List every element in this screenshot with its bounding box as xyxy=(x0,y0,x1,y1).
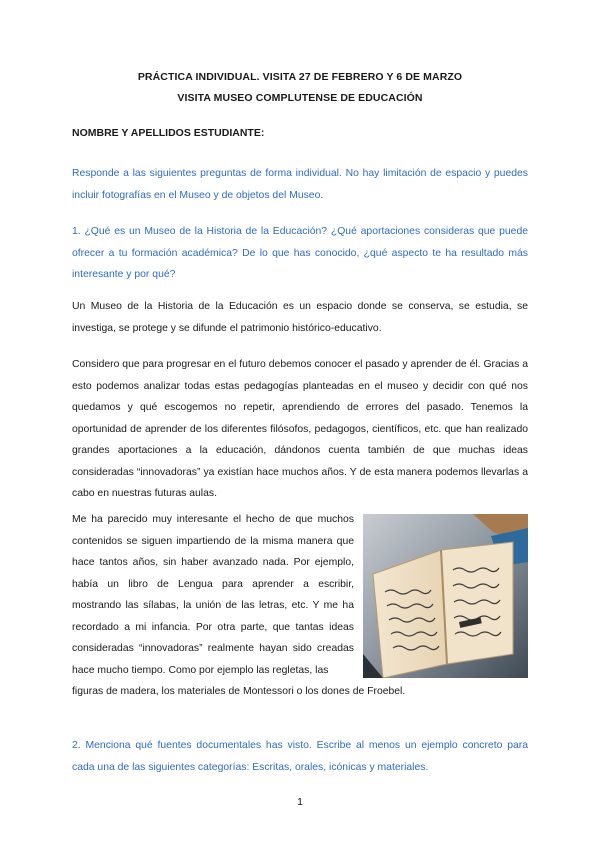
question-2: 2. Menciona qué fuentes documentales has visto. Escribe al menos un ejemplo concreto para cada una de las siguientes categorías: Escritas, orales, icónicas y materiales. xyxy=(72,740,528,773)
page-number: 1 xyxy=(297,796,303,808)
answer-1-paragraph-2: Considero que para progresar en el futuro debemos conocer el pasado y aprender de él. Gracias a esto podemos analizar todas estas pedagogías planteadas en el museo y decidir con qué nos quedamos y qué escogemos no repetir, aprendiendo de errores del pasado. Tenemos la oportunidad de aprender de los diferentes filósofos, pedagogos, científicos, etc. que han realizado grandes aportaciones a la educación, dándonos cuenta también de que muchas ideas consideradas “innovadoras” ya existían hace muchos años. Y de esta manera podemos llevarlas a cabo en nuestras futuras aulas. xyxy=(72,359,528,499)
answer-1-paragraph-1: Un Museo de la Historia de la Educación es un espacio donde se conserva, se estudia, se investiga, se protege y se difunde el patrimonio histórico-educativo. xyxy=(72,301,528,334)
instructions-paragraph: Responde a las siguientes preguntas de forma individual. No hay limitación de espacio y puedes incluir fotografías en el Museo y de objetos del Museo. xyxy=(72,168,528,201)
answer-1-paragraph-3: Me ha parecido muy interesante el hecho de que muchos contenidos se siguen impartiendo de la misma manera que hace tantos años, sin haber avanzado nada. Por ejemplo, había un libro de Lengua para aprender a escribir, mostrando las sílabas, la unión de las letras, etc. Y me ha recordado a mi infancia. Por otra parte, que tantas ideas consideradas “innovadoras” realmente hayan sido creadas hace mucho tiempo. Como por ejemplo las regletas, las xyxy=(72,514,354,676)
answer-1-paragraph-3-end: figuras de madera, los materiales de Montessori o los dones de Froebel. xyxy=(72,686,406,697)
book-photo-illustration xyxy=(363,514,528,678)
document-title-line1: PRÁCTICA INDIVIDUAL. VISITA 27 DE FEBRERO Y 6 DE MARZO xyxy=(137,71,463,83)
question-1: 1. ¿Qué es un Museo de la Historia de la Educación? ¿Qué aportaciones consideras que puede ofrecer a tu formación académica? De lo que has conocido, ¿qué aspecto te ha resultado más interesante y por qué? xyxy=(72,226,528,280)
student-name-label: NOMBRE Y APELLIDOS ESTUDIANTE: xyxy=(72,127,265,139)
open-handwriting-book-photo xyxy=(363,514,528,678)
document-title-line2: VISITA MUSEO COMPLUTENSE DE EDUCACIÓN xyxy=(177,92,423,104)
